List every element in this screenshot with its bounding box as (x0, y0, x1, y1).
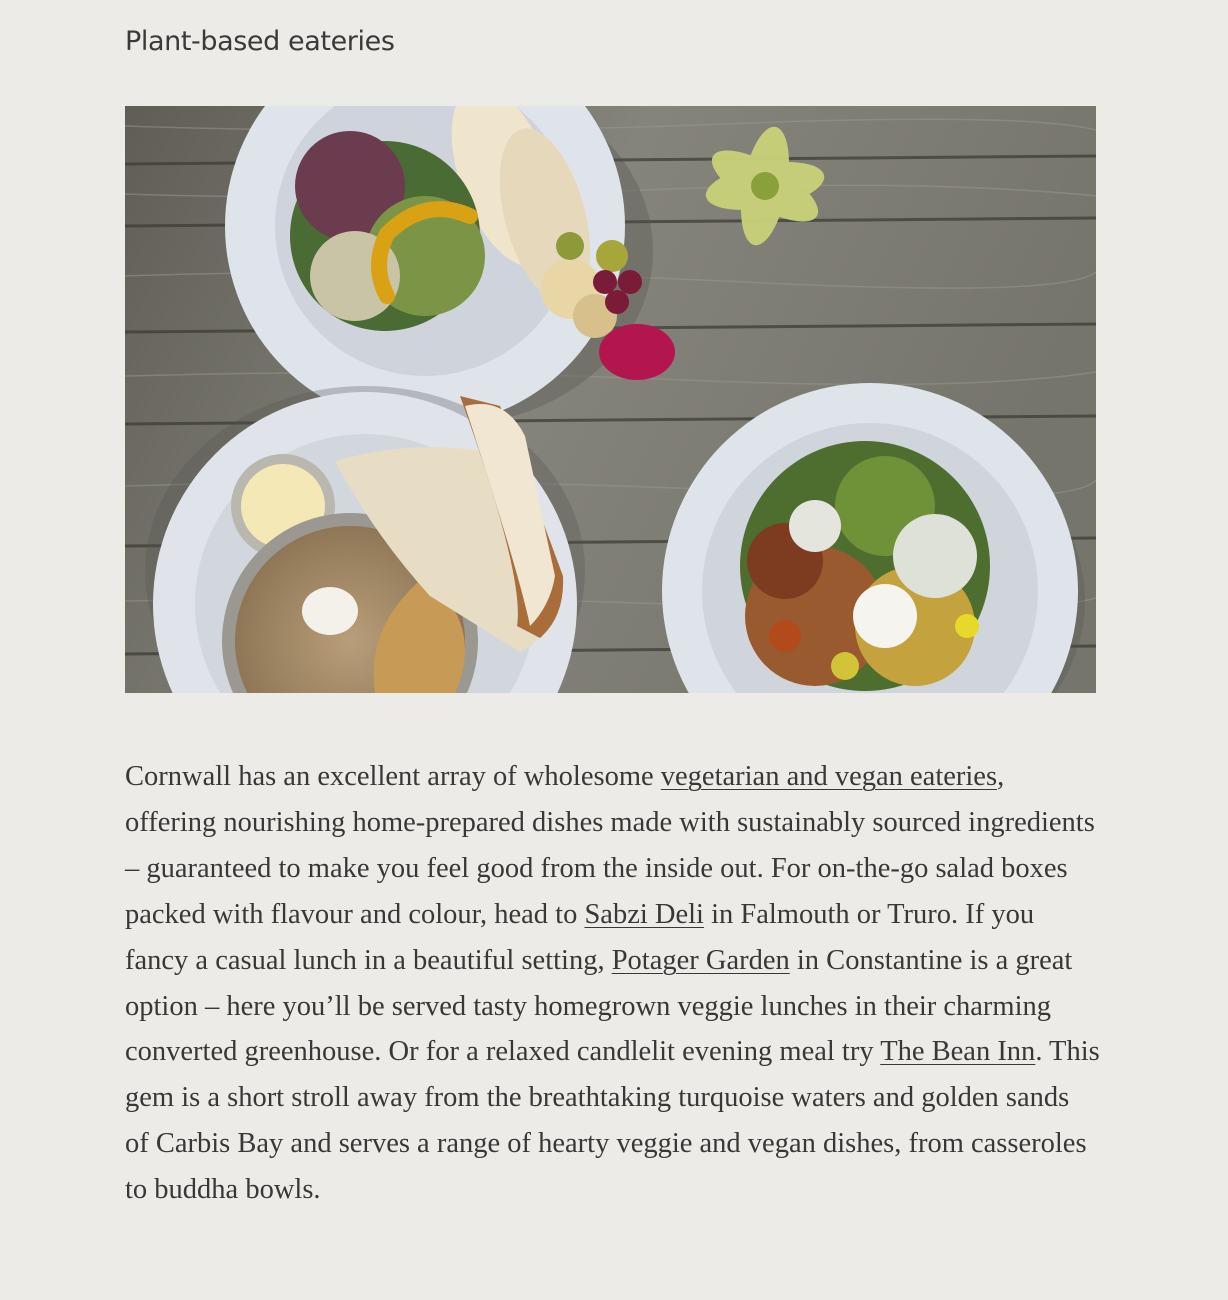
the-bean-inn-link[interactable]: The Bean Inn (880, 1036, 1036, 1068)
text-segment: in Constantine is a great option – here you’ll be served tasty homegrown veggie lunches in their charming converted greenhouse. Or for a relaxed candlelit evening meal try (125, 944, 1073, 1068)
sabzi-deli-link[interactable]: Sabzi Deli (584, 898, 704, 930)
text-segment: Cornwall has an excellent array of wholesome (125, 761, 661, 792)
potager-garden-link[interactable]: Potager Garden (611, 944, 790, 976)
food-photo (125, 106, 1096, 693)
intro-paragraph (125, 754, 1100, 1213)
text-segment: . This gem is a short stroll away from the breathtaking turquoise waters and golden sands of Carbis Bay and serves a range of hearty veggie and vegan dishes, from casseroles to buddha bowls. (125, 1036, 1100, 1206)
section-heading: Plant-based eateries (125, 26, 395, 57)
text-segment: in Falmouth or Truro. If you fancy a casual lunch in a beautiful setting, (125, 898, 1035, 976)
vegetarian-eateries-link[interactable]: vegetarian and vegan eateries (660, 761, 998, 792)
text-segment: , offering nourishing home-prepared dishes made with sustainably sourced ingredients – guaranteed to make you feel good from the inside out. For on-the-go salad boxes packed with flavour and colour, head to (125, 761, 1095, 930)
